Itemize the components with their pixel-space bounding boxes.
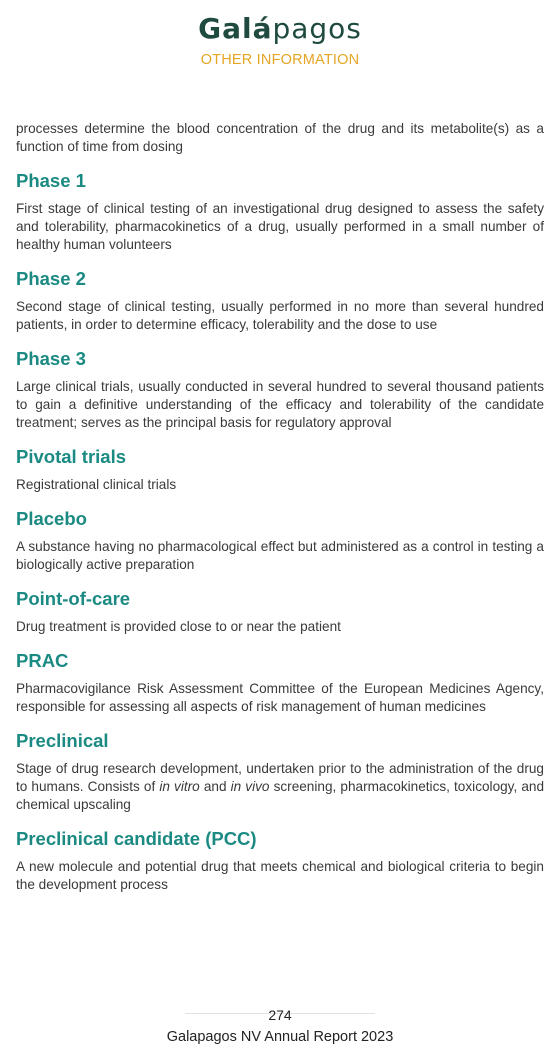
glossary-entry-phase-2 (16, 267, 544, 334)
glossary-definition: Drug treatment is provided close to or near the patient (16, 619, 341, 634)
definition-italic: in vivo (230, 779, 270, 794)
page-footer (0, 1004, 560, 1047)
glossary-definition: A substance having no pharmacological effect but administered as a control in testing a biologically active preparation (16, 539, 544, 572)
glossary-entry-point-of-care (16, 587, 544, 636)
glossary-term: PRAC (16, 650, 69, 671)
glossary-entry-placebo (16, 507, 544, 574)
page-number: 274 (268, 1007, 292, 1023)
galapagos-logo (198, 12, 362, 46)
intro-paragraph: processes determine the blood concentration of the drug and its metabolite(s) as a function of time from dosing (16, 121, 544, 154)
glossary-definition: First stage of clinical testing of an investigational drug designed to assess the safety and tolerability, pharmacokinetics of a drug, usually performed in a small number of healthy human volunteers (16, 201, 544, 252)
logo-text-light: pagos (272, 12, 362, 45)
glossary-definition: Second stage of clinical testing, usually performed in no more than several hundred patients, in order to determine efficacy, tolerability and the dose to use (16, 299, 544, 332)
glossary-content (16, 120, 544, 894)
glossary-entry-pivotal-trials (16, 445, 544, 494)
glossary-entry-preclinical (16, 729, 544, 814)
glossary-entry-preclinical-candidate (16, 827, 544, 894)
section-label: OTHER INFORMATION (200, 52, 360, 68)
glossary-definition (16, 760, 544, 814)
glossary-entry-phase-3 (16, 347, 544, 432)
glossary-term: Phase 3 (16, 348, 86, 369)
glossary-term: Point-of-care (16, 588, 131, 609)
glossary-term: Placebo (16, 508, 87, 529)
report-title: Galapagos NV Annual Report 2023 (166, 1029, 394, 1045)
glossary-term: Preclinical candidate (PCC) (16, 828, 257, 849)
glossary-entry-phase-1 (16, 169, 544, 254)
definition-text: Stage of drug research development, undertaken prior to the administration of the drug to humans. Consists of (16, 761, 544, 794)
definition-italic: in vitro (159, 779, 200, 794)
logo-text-bold: Galá (198, 12, 273, 45)
glossary-term: Preclinical (16, 730, 109, 751)
definition-text: and (199, 779, 231, 794)
glossary-definition: Large clinical trials, usually conducted in several hundred to several thousand patients to gain a definitive understanding of the efficacy and tolerability of the candidate treatment; serves as the principal basis for regulatory approval (16, 379, 544, 430)
glossary-definition: Registrational clinical trials (16, 477, 177, 492)
glossary-term: Phase 2 (16, 268, 86, 289)
glossary-definition: A new molecule and potential drug that meets chemical and biological criteria to begin the development process (16, 859, 544, 892)
glossary-entry-prac (16, 649, 544, 716)
glossary-definition: Pharmacovigilance Risk Assessment Committee of the European Medicines Agency, responsible for assessing all aspects of risk management of human medicines (16, 681, 544, 714)
glossary-term: Pivotal trials (16, 446, 127, 467)
page-header (0, 0, 560, 68)
definition-text: screening, pharmacokinetics, toxicology, and chemical upscaling (16, 779, 545, 812)
glossary-term: Phase 1 (16, 170, 86, 191)
